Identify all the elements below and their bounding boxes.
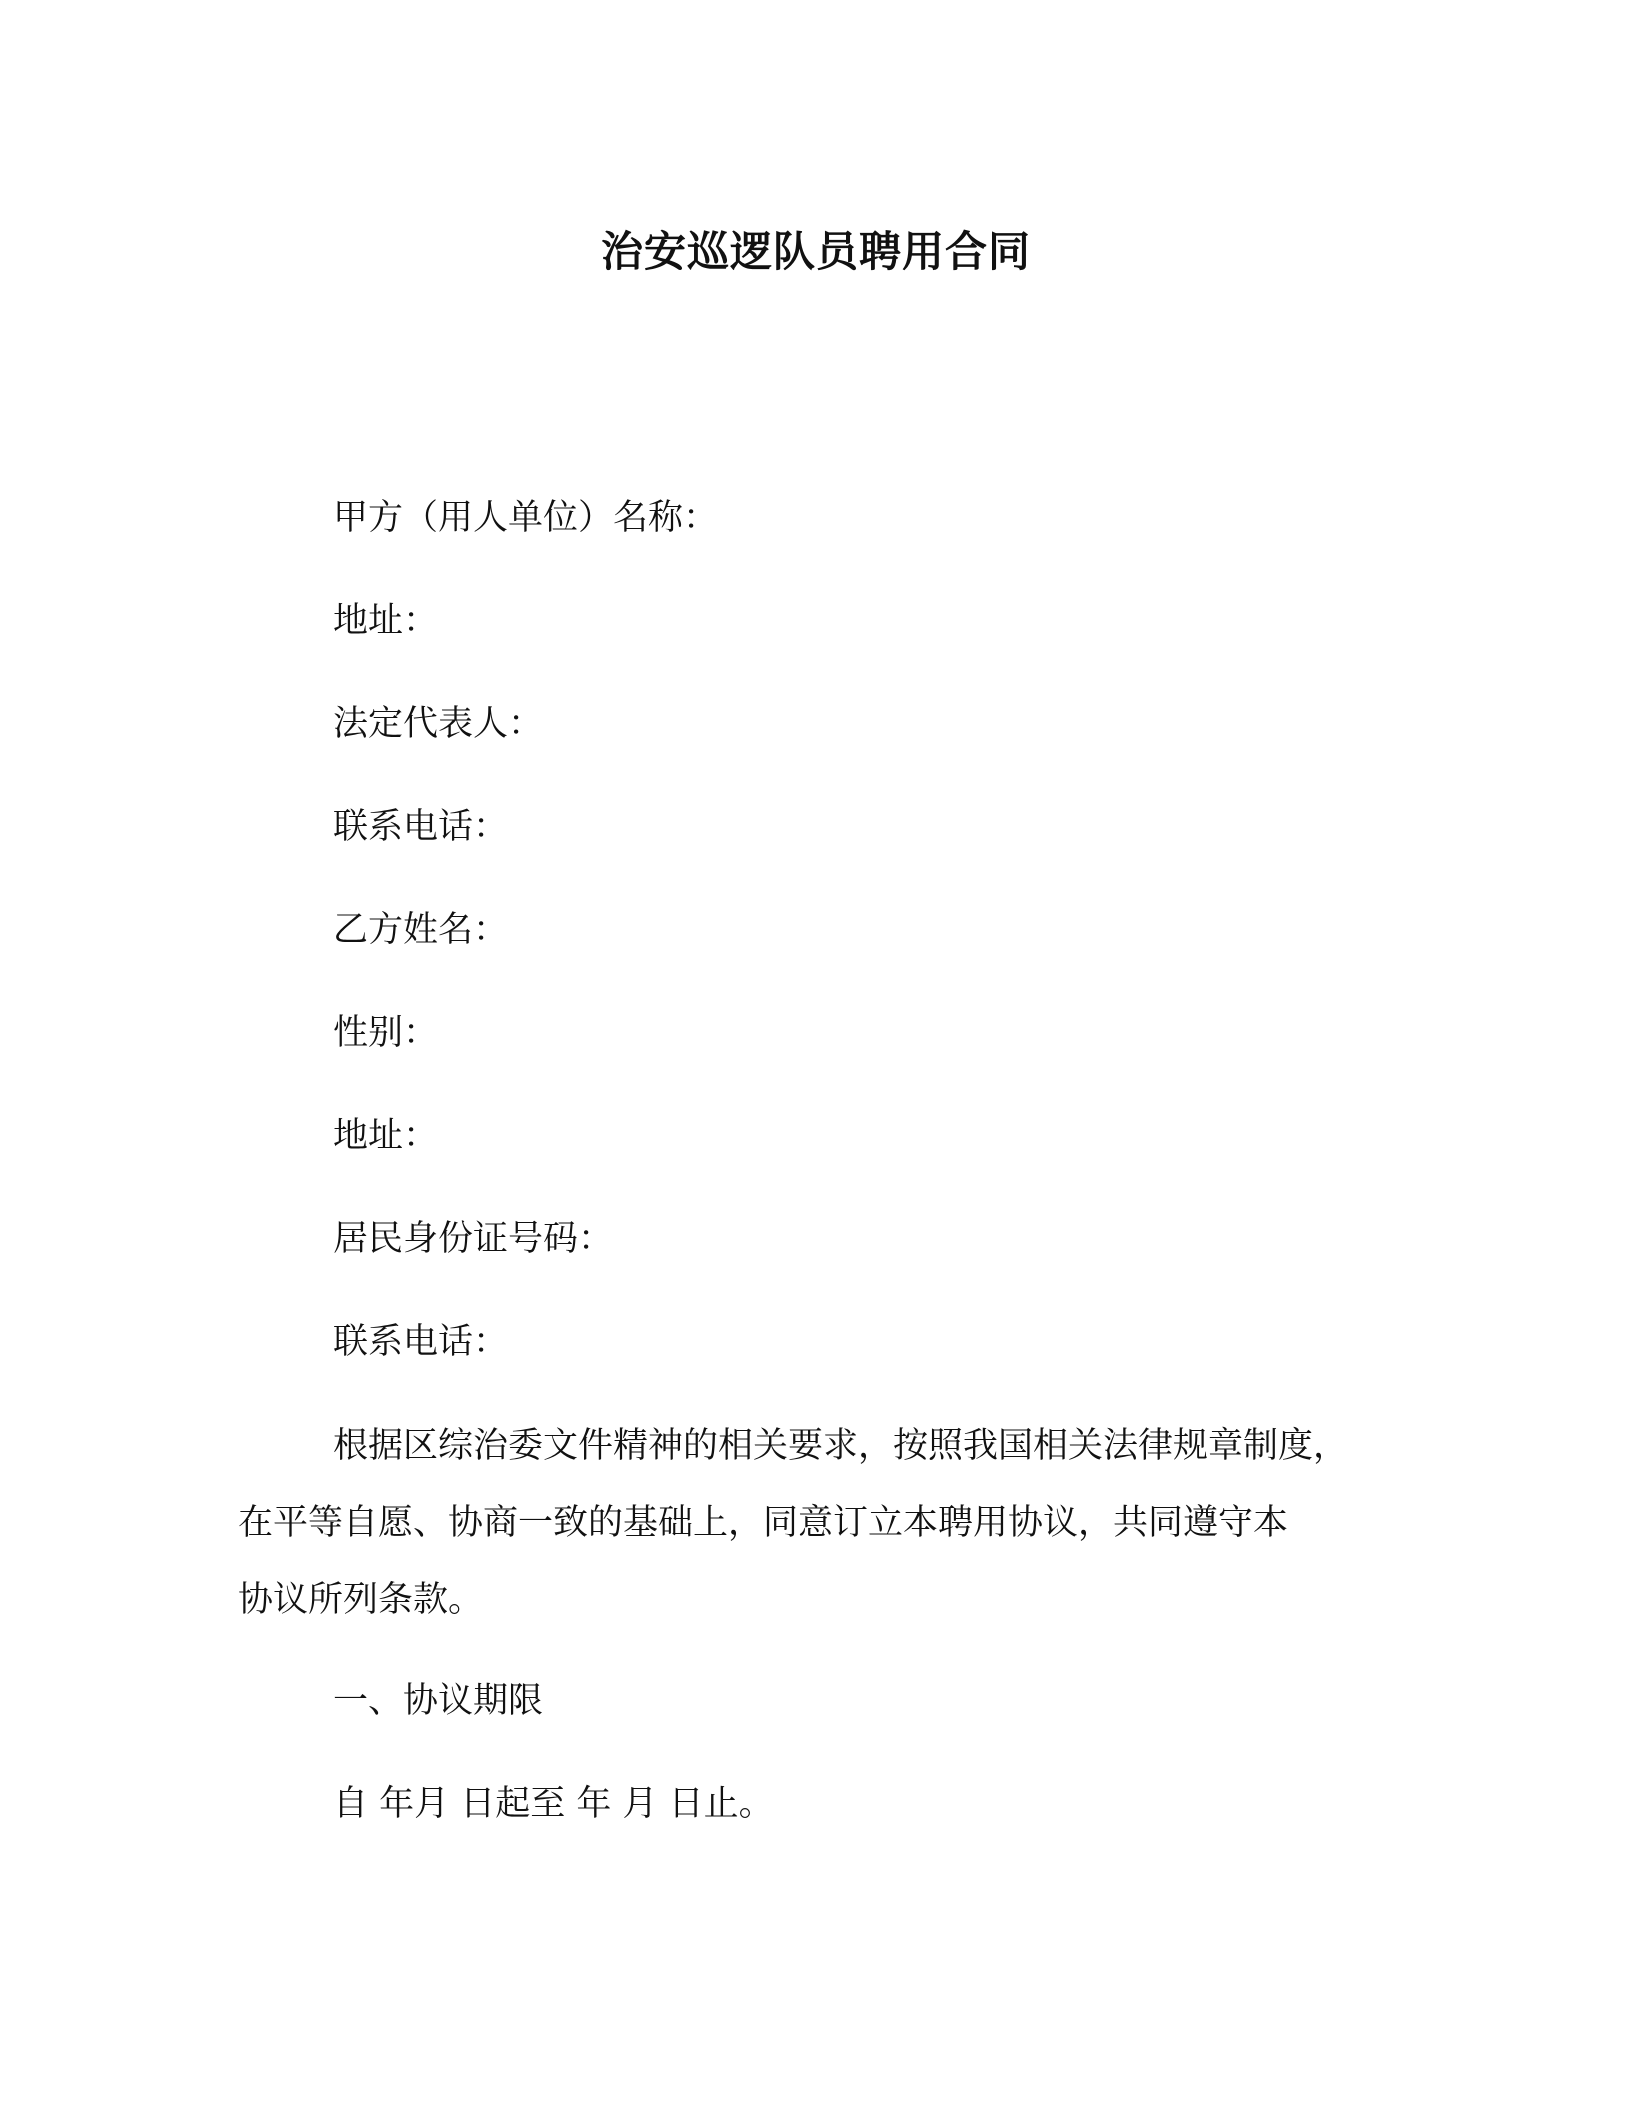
party-b-phone-field: 联系电话： bbox=[333, 1322, 509, 1362]
preamble-line: 协议所列条款。 bbox=[238, 1580, 484, 1620]
party-b-address-field: 地址： bbox=[333, 1116, 439, 1156]
party-a-phone-field: 联系电话： bbox=[333, 807, 509, 847]
section-heading: 一、协议期限 bbox=[333, 1681, 544, 1721]
preamble-line: 在平等自愿、协商一致的基础上，同意订立本聘用协议，共同遵守本 bbox=[238, 1503, 1289, 1543]
legal-representative-field: 法定代表人： bbox=[333, 704, 544, 744]
document-title: 治安巡逻队员聘用合同 bbox=[600, 227, 1031, 276]
gender-field: 性别： bbox=[333, 1013, 439, 1053]
party-a-name-field: 甲方（用人单位）名称： bbox=[333, 498, 719, 538]
section-body: 自 年月 日起至 年 月 日止。 bbox=[333, 1784, 774, 1824]
preamble-line: 根据区综治委文件精神的相关要求，按照我国相关法律规章制度， bbox=[333, 1426, 1349, 1466]
id-number-field: 居民身份证号码： bbox=[333, 1219, 614, 1259]
party-a-address-field: 地址： bbox=[333, 601, 439, 641]
party-b-name-field: 乙方姓名： bbox=[333, 910, 509, 950]
preamble-paragraph bbox=[238, 1422, 1428, 1632]
